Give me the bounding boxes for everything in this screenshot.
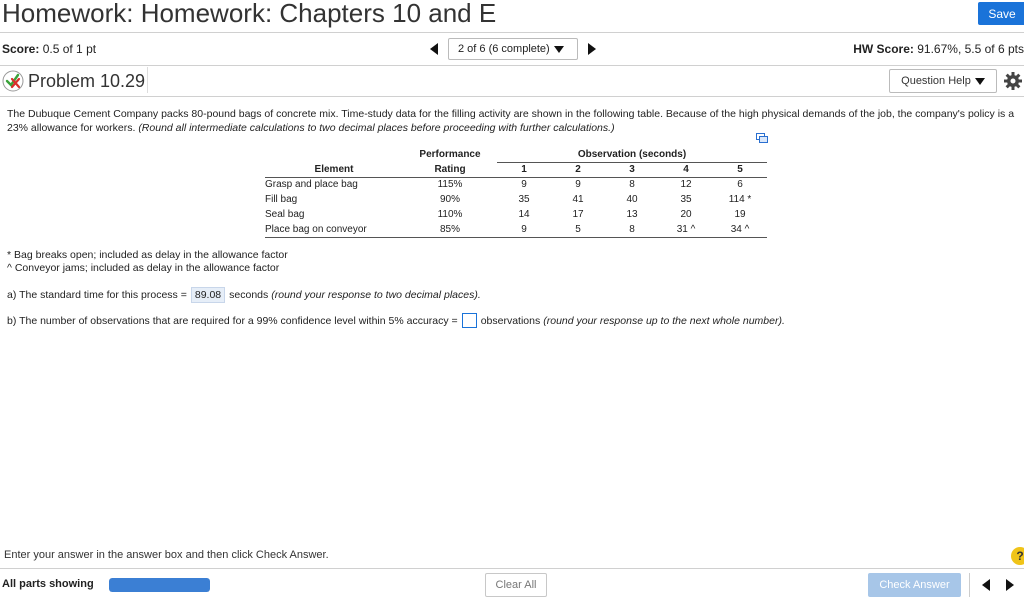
footer-divider xyxy=(0,568,1024,569)
check-answer-button[interactable]: Check Answer xyxy=(868,573,961,597)
question-a xyxy=(7,287,481,303)
rating-cell: 110% xyxy=(437,209,463,220)
performance-header: Performance xyxy=(419,149,481,160)
obs-cell: 9 xyxy=(521,179,527,191)
element-cell: Fill bag xyxy=(265,194,298,205)
question-a-text: a) The standard time for this process = xyxy=(7,289,187,301)
question-help-label: Question Help xyxy=(901,75,971,87)
obs-cell: 114 * xyxy=(728,194,752,205)
obs-col-header: 1 xyxy=(497,162,551,177)
question-b-text: b) The number of observations that are required for a 99% confidence level within 5% accuracy = xyxy=(7,314,458,327)
question-select-value: 2 of 6 (6 complete) xyxy=(458,43,550,55)
element-cell: Seal bag xyxy=(265,209,305,220)
problem-title-divider xyxy=(147,67,148,93)
rating-cell: 85% xyxy=(403,222,497,237)
arrow-left-icon xyxy=(982,579,990,591)
obs-cell: 9 xyxy=(497,222,551,237)
table-row xyxy=(265,222,767,237)
table-row xyxy=(265,177,767,192)
hw-score-display xyxy=(853,42,1024,56)
element-cell: Place bag on conveyor xyxy=(265,222,403,237)
obs-cell: 6 xyxy=(737,179,743,191)
arrow-right-icon xyxy=(588,43,596,55)
footnote-conveyor-jams: ^ Conveyor jams; included as delay in the allowance factor xyxy=(7,262,280,274)
question-help-button[interactable] xyxy=(889,69,997,93)
table-row xyxy=(265,192,767,207)
arrow-right-icon xyxy=(1006,579,1014,591)
problem-divider xyxy=(0,96,1024,97)
obs-cell: 8 xyxy=(629,179,635,191)
next-question-button[interactable] xyxy=(582,38,602,60)
table-row xyxy=(265,207,767,222)
obs-cell: 13 xyxy=(626,209,638,220)
obs-cell: 17 xyxy=(572,209,584,220)
footer-previous-button[interactable] xyxy=(976,575,996,595)
copy-table-icon[interactable] xyxy=(756,133,768,143)
answer-b-input[interactable] xyxy=(462,313,477,328)
question-select[interactable] xyxy=(448,38,578,60)
help-icon[interactable]: ? xyxy=(1011,547,1024,565)
answer-instruction: Enter your answer in the answer box and then click Check Answer. xyxy=(4,549,329,561)
obs-col-header: 5 xyxy=(713,162,767,177)
time-study-table xyxy=(265,147,767,238)
observation-header: Observation (seconds) xyxy=(497,147,767,162)
obs-cell: 35 xyxy=(518,194,530,205)
obs-cell: 14 xyxy=(518,209,530,220)
statement-hint: (Round all intermediate calculations to two decimal places before proceeding with further calculations.) xyxy=(138,121,615,134)
obs-cell: 31 ^ xyxy=(659,222,713,237)
question-b-hint: (round your response up to the next whole number). xyxy=(543,314,785,327)
question-b-unit: observations xyxy=(480,314,541,327)
question-a-unit: seconds xyxy=(229,289,269,301)
obs-col-header: 2 xyxy=(551,162,605,177)
element-header: Element xyxy=(265,162,403,177)
obs-col-header: 3 xyxy=(605,162,659,177)
parts-progress-bar xyxy=(109,578,210,592)
hw-score-label: HW Score: xyxy=(853,42,914,56)
obs-cell: 9 xyxy=(575,179,581,191)
footer-next-button[interactable] xyxy=(1000,575,1020,595)
page-title: Homework: Homework: Chapters 10 and E xyxy=(2,0,497,28)
previous-question-button[interactable] xyxy=(424,38,444,60)
save-button[interactable]: Save xyxy=(978,2,1024,25)
obs-cell: 8 xyxy=(605,222,659,237)
score-display xyxy=(2,42,96,56)
score-label: Score: xyxy=(2,42,40,56)
obs-cell: 40 xyxy=(626,194,638,205)
arrow-left-icon xyxy=(430,43,438,55)
header-divider xyxy=(0,32,1024,33)
obs-cell: 19 xyxy=(734,209,746,220)
obs-cell: 41 xyxy=(572,194,584,205)
partial-credit-icon xyxy=(2,70,24,92)
obs-cell: 34 ^ xyxy=(713,222,767,237)
footer-nav-divider xyxy=(969,573,970,597)
gear-icon[interactable] xyxy=(1003,71,1023,91)
element-cell: Grasp and place bag xyxy=(265,179,358,191)
obs-col-header: 4 xyxy=(659,162,713,177)
answer-a-field[interactable]: 89.08 xyxy=(191,287,225,303)
statement-text: The Dubuque Cement Company packs 80-pound bags of concrete mix. Time-study data for the filling activity are shown in the following table. Because of the high physical demands of the job, the company's policy is a 23% allowance for workers. xyxy=(7,108,1015,134)
rating-header: Rating xyxy=(403,162,497,177)
clear-all-button[interactable]: Clear All xyxy=(485,573,547,597)
hw-score-value: 91.67%, 5.5 of 6 pts xyxy=(917,42,1024,56)
chevron-down-icon xyxy=(975,78,985,85)
problem-title: Problem 10.29 xyxy=(28,71,146,91)
footnote-bag-breaks: * Bag breaks open; included as delay in the allowance factor xyxy=(7,249,288,261)
progress-fill xyxy=(109,578,210,592)
rating-cell: 115% xyxy=(437,179,463,191)
rating-cell: 90% xyxy=(439,194,460,205)
chevron-down-icon xyxy=(554,46,564,53)
obs-cell: 12 xyxy=(680,179,692,191)
score-divider xyxy=(0,65,1024,66)
obs-cell: 5 xyxy=(551,222,605,237)
problem-statement xyxy=(7,108,1019,135)
obs-cell: 20 xyxy=(680,209,692,220)
obs-cell: 35 xyxy=(680,194,692,205)
parts-showing-label: All parts showing xyxy=(2,578,94,590)
score-value: 0.5 of 1 pt xyxy=(42,42,97,56)
question-a-hint: (round your response to two decimal places). xyxy=(271,289,481,301)
question-b xyxy=(7,313,785,328)
